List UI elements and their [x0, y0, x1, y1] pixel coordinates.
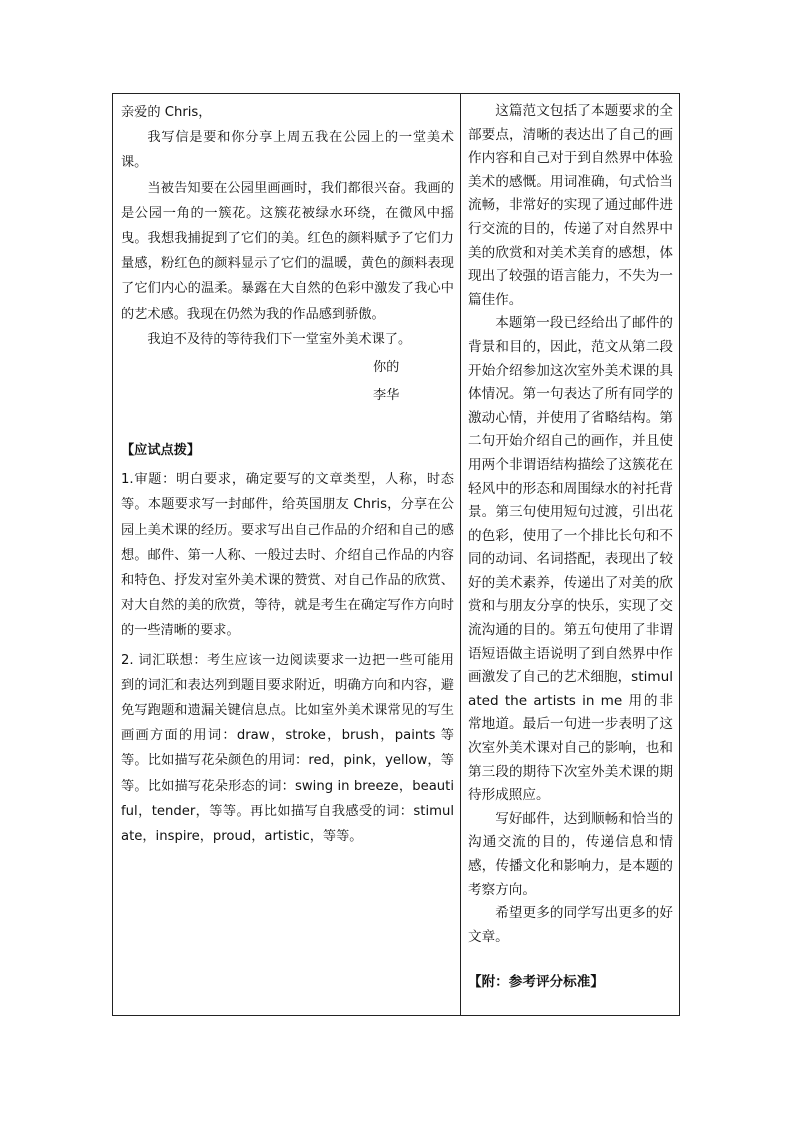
- letter-paragraph-2: 当被告知要在公园里画画时，我们都很兴奋。我画的是公园一角的一簇花。这簇花被绿水环绕，在微风中摇曳。我想我捕捉到了它们的美。红色的颜料赋予了它们力量感，粉红色的颜料显示了它们的温暖，黄色的颜料表现了它们内心的温柔。暴露在大自然的色彩中激发了我心中的艺术感。我现在仍然为我的作品感到骄傲。: [121, 180, 454, 322]
- tips-item-2: 2. 词汇联想：考生应该一边阅读要求一边把一些可能用到的词汇和表达列到题目要求附近，明确方向和内容，避免写跑题和遗漏关键信息点。比如室外美术课常见的写生画画方面的用词：draw，stroke，brush，paints 等等。比如描写花朵颜色的用词：red，pink，yellow，等等。比如描写花朵形态的词：swing in breeze，beautiful，tender，等等。再比如描写自我感受的词：stimulate，inspire，proud，artistic，等等。: [121, 652, 454, 845]
- tips-item-1: 1.审题：明白要求，确定要写的文章类型，人称，时态等。本题要求写一封邮件，给英国朋友 Chris，分享在公园上美术课的经历。要求写出自己作品的介绍和自己的感想。邮件、第一人称、一般过去时、介绍自己作品的内容和特色、抒发对室外美术课的赞赏、对自己作品的欣赏、对大自然的美的欣赏，等待，就是考生在确定写作方向时的一些清晰的要求。: [121, 472, 454, 639]
- column-divider: [460, 94, 461, 1015]
- letter-closing: 你的: [373, 360, 400, 376]
- letter-signature: 李华: [373, 388, 400, 404]
- tips-heading: 【应试点拨】: [121, 443, 201, 459]
- appendix-heading: 【附：参考评分标准】: [468, 974, 604, 991]
- commentary-paragraph-2: 本题第一段已经给出了邮件的背景和目的，因此，范文从第二段开始介绍参加这次室外美术课的具体情况。第一句表达了所有同学的激动心情，并使用了省略结构。第二句开始介绍自己的画作，并且使用两个非谓语结构描绘了这簇花在轻风中的形态和周围绿水的衬托背景。第三句使用短句过渡，引出花的色彩，使用了一个排比长句和不同的动词、名词搭配，表现出了较好的美术素养，传递出了对美的欣赏和与朋友分享的快乐，实现了交流沟通的目的。第五句使用了非谓语短语做主语说明了到自然界中作画激发了自己的艺术细胞，stimulated the artists in me 用的非常地道。最后一句进一步表明了这次室外美术课对自己的影响，也和第三段的期待下次室外美术课的期待形成照应。: [468, 315, 673, 804]
- content-table: [112, 93, 680, 1016]
- commentary-paragraph-4: 希望更多的同学写出更多的好文章。: [468, 905, 673, 945]
- letter-paragraph-3: 我迫不及待的等待我们下一堂室外美术课了。: [147, 331, 412, 347]
- letter-greeting: 亲爱的 Chris，: [121, 105, 212, 120]
- commentary-paragraph-3: 写好邮件，达到顺畅和恰当的沟通交流的目的，传递信息和情感，传播文化和影响力，是本题的考察方向。: [468, 810, 673, 898]
- letter-paragraph-1: 我写信是要和你分享上周五我在公园上的一堂美术课。: [121, 130, 454, 171]
- right-column: [468, 100, 673, 995]
- left-column: [121, 100, 454, 849]
- commentary-paragraph-1: 这篇范文包括了本题要求的全部要点，清晰的表达出了自己的画作内容和自己对于到自然界中体验美术的感慨。用词准确，句式恰当流畅，非常好的实现了通过邮件进行交流的目的，传递了对自然界中美的欣赏和对美术美育的感想，体现出了较强的语言能力，不失为一篇佳作。: [468, 103, 673, 308]
